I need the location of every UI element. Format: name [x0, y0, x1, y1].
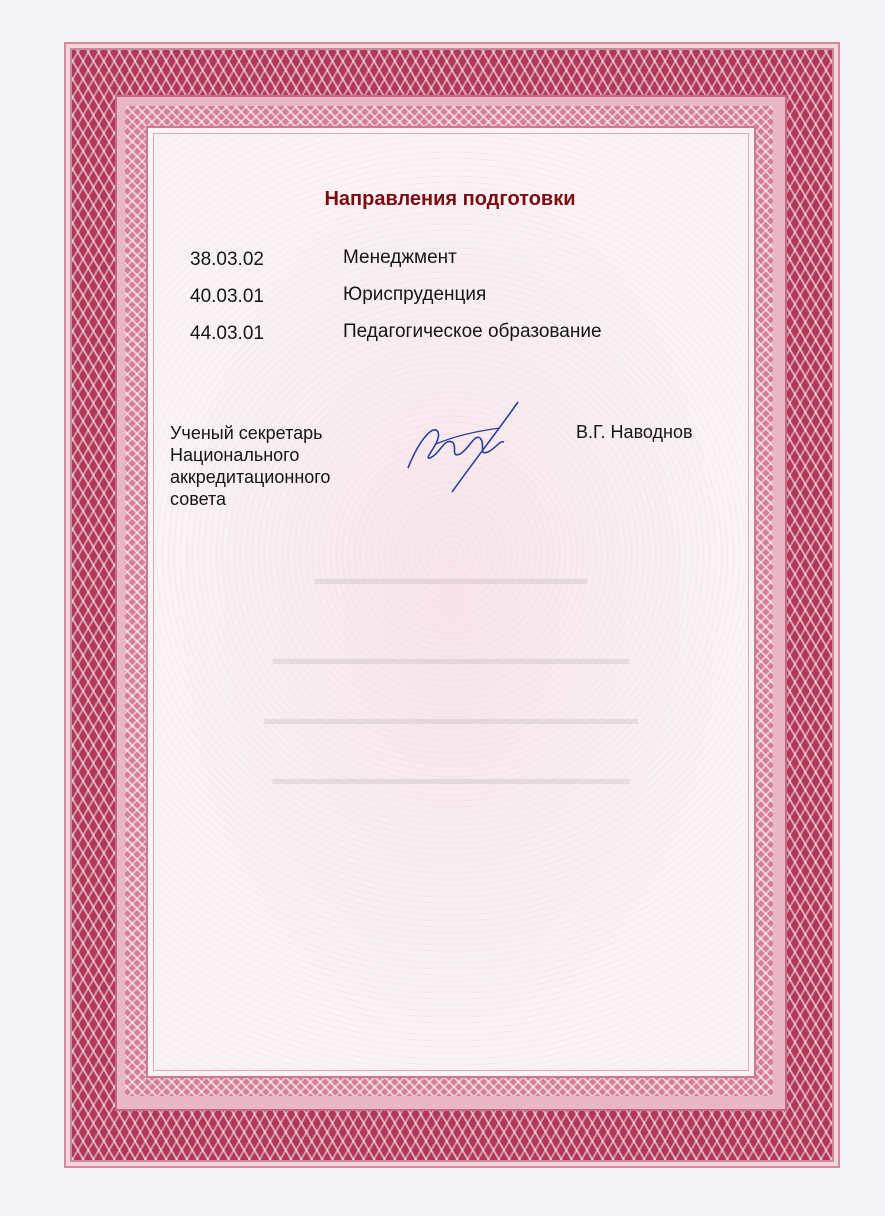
signatory-position-line: аккредитационного [170, 467, 331, 487]
document-title: Направления подготовки [324, 188, 576, 210]
program-name: Юриспруденция [343, 284, 487, 305]
program-row [190, 284, 486, 306]
signatory-position [170, 422, 370, 510]
show-through-text: ▬▬▬▬▬▬▬▬▬▬▬▬▬▬▬▬▬▬▬▬▬ [272, 769, 630, 788]
program-name: Педагогическое образование [343, 321, 602, 342]
show-through-text: ▬▬▬▬▬▬▬▬▬▬▬▬▬▬▬▬ [315, 569, 587, 588]
program-code: 38.03.02 [190, 249, 264, 270]
program-name: Менеджмент [343, 247, 457, 268]
program-row [190, 321, 602, 343]
signatory-position-line: Национального [170, 445, 300, 465]
program-row [190, 247, 457, 269]
show-through-text: ▬▬▬▬▬▬▬▬▬▬▬▬▬▬▬▬▬▬▬▬▬▬ [264, 709, 638, 728]
handwritten-signature [400, 398, 530, 498]
program-code: 40.03.01 [190, 286, 264, 307]
signatory-position-line: совета [170, 489, 227, 509]
program-code: 44.03.01 [190, 323, 264, 344]
show-through-text: ▬▬▬▬▬▬▬▬▬▬▬▬▬▬▬▬▬▬▬▬▬ [272, 649, 630, 668]
signatory-position-line: Ученый секретарь [170, 423, 323, 443]
signatory-name: В.Г. Наводнов [576, 422, 693, 442]
